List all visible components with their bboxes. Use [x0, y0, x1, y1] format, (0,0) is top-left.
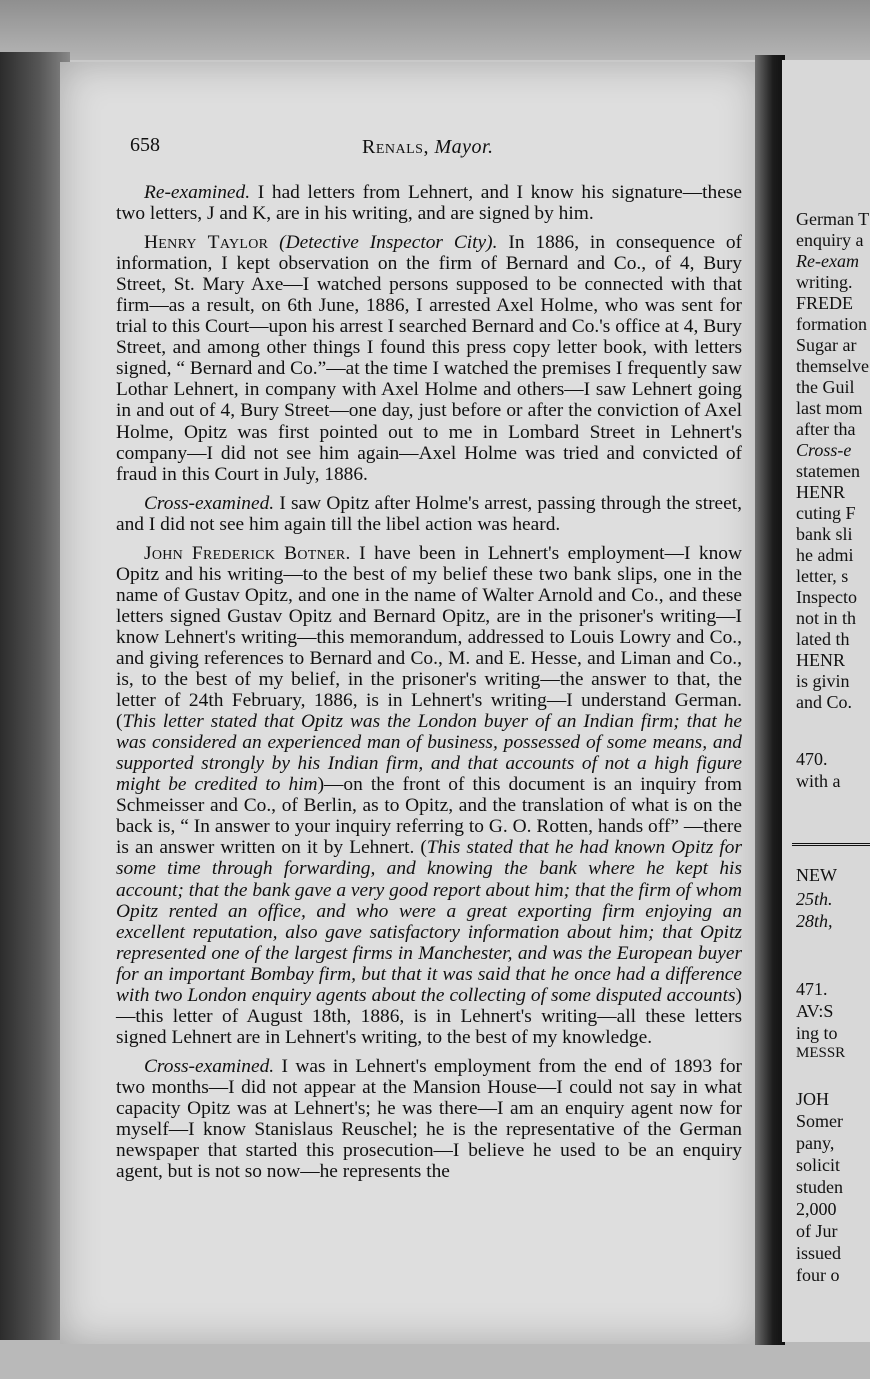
facing-rule — [792, 843, 870, 846]
facing-line: after tha — [796, 419, 856, 439]
facing-line: MESSR — [796, 1045, 846, 1061]
paragraph-cross-examined-1: Cross-examined. I saw Opitz after Holme's arrest, passing through the street, and I did not see him again till the libel action was heard. — [116, 492, 742, 535]
facing-line: Inspecto — [796, 587, 857, 607]
facing-page — [782, 60, 870, 1342]
scan-background-top — [0, 0, 870, 60]
facing-line: 28th, — [796, 911, 833, 931]
facing-line: JOH — [796, 1089, 830, 1109]
facing-line: studen — [796, 1177, 843, 1197]
book-gutter — [755, 55, 785, 1345]
facing-line: and Co. — [796, 692, 852, 712]
facing-line: German T — [796, 209, 870, 229]
facing-line: the Guil — [796, 377, 855, 397]
scan-background-bottom — [0, 1340, 870, 1379]
facing-line: writing. — [796, 272, 853, 292]
facing-line: solicit — [796, 1155, 840, 1175]
facing-line: not in th — [796, 608, 857, 628]
facing-line: FREDE — [796, 293, 854, 313]
paragraph-john-frederick-botner: John Frederick Botner. I have been in Lehnert's employment—I know Opitz and his writing—to the best of my belief these two bank slips, one in the name of Gustav Opitz, and one in the name of Walter Arnold and Co., and these letters signed Gustav Opitz and Bernard Opitz, are in the prisoner's writing—I know Lehnert's writing—this memorandum, addressed to Louis Lowry and Co., and giving references to Bernard and Co., M. and E. Hesse, and Liman and Co., is, to the best of my belief, in the prisoner's writing—the answer to that, the letter of 24th February, 1886, is in Lehnert's writing—I understand German. (This letter stated that Opitz was the London buyer of an Indian firm; that he was considered an experienced man of business, possessed of some means, and supported strongly by his Indian firm, and that accounts of not a high figure might be credited to him)—on the front of this document is an inquiry from Schmeisser and Co., of Berlin, as to Opitz, and the translation of what is on the back is, “ In answer to your inquiry referring to G. O. Rotten, hands off” —there is an answer written on it by Lehnert. (This stated that he had known Opitz for some time through forwarding, and knowing the bank where he kept his account; that the bank gave a very good report about him; that the firm of whom Opitz rented an office, and who were a great exporting firm enjoying an excellent reputation, also gave satisfactory information about him; that Opitz represented one of the largest firms in Manchester, and was the European buyer for an important Bombay firm, but that it was said that he once had a difference with two London enquiry agents about the collecting of some disputed accounts)—this letter of August 18th, 1886, is in Lehnert's writing—all these letters signed Lehnert are in Lehnert's writing, to the best of my knowledge. — [116, 542, 742, 1048]
running-title: Renals, Mayor. — [362, 136, 494, 158]
facing-line: Cross-e — [796, 440, 852, 460]
page-number: 658 — [130, 134, 160, 156]
facing-line: NEW — [796, 865, 837, 885]
facing-line: pany, — [796, 1133, 835, 1153]
paragraph-re-examined: Re-examined. I had letters from Lehnert, and I know his signature—these two letters, J and K, are in his writing, and are signed by him. — [116, 182, 742, 225]
facing-line: 471. — [796, 979, 828, 999]
witness-name: Henry Taylor — [144, 232, 269, 254]
facing-line: Re-exam — [796, 251, 859, 271]
facing-line: 470. — [796, 749, 828, 769]
facing-line: with a — [796, 771, 841, 791]
facing-line: statemen — [796, 461, 860, 481]
witness-name: John Frederick Botner. — [144, 542, 351, 564]
facing-line: four o — [796, 1265, 840, 1285]
facing-line: Somer — [796, 1111, 843, 1131]
facing-line: bank sli — [796, 524, 853, 544]
facing-line: Sugar ar — [796, 335, 857, 355]
facing-line: is givin — [796, 671, 850, 691]
facing-line: last mom — [796, 398, 863, 418]
facing-line: of Jur — [796, 1221, 838, 1241]
running-head — [130, 134, 740, 164]
facing-line: issued — [796, 1243, 841, 1263]
facing-line: themselve — [796, 356, 869, 376]
facing-line: he admi — [796, 545, 854, 565]
facing-line: formation — [796, 314, 867, 334]
paragraph-cross-examined-2: Cross-examined. I was in Lehnert's employment from the end of 1893 for two months—I did not appear at the Mansion House—I could not say in what capacity Opitz was at Lehnert's; he was there—I am an enquiry agent now for myself—I know Stanislaus Reuschel; he is the representative of the German newspaper that started this prosecution—I believe he used to be an enquiry agent, but is not so now—he represents the — [116, 1055, 742, 1183]
facing-line: 25th. — [796, 889, 833, 909]
facing-line: cuting F — [796, 503, 856, 523]
facing-line: AV:S — [796, 1001, 834, 1021]
facing-line: 2,000 — [796, 1199, 837, 1219]
facing-line: HENR — [796, 650, 845, 670]
paragraph-henry-taylor: Henry Taylor (Detective Inspector City). In 1886, in consequence of information, I kept observation on the firm of Bernard and Co., of 4, Bury Street, St. Mary Axe—I watched persons supposed to be connected with that firm—as a result, on 6th June, 1886, I arrested Axel Holme, who was sent for trial to this Court—upon his arrest I searched Bernard and Co.'s office at 4, Bury Street, and among other things I found this press copy letter book, with letters signed, “ Bernard and Co.”—at the time I watched the premises I frequently saw Lothar Lehnert, in company with Axel Holme and others—I saw Lehnert going in and out of 4, Bury Street—one day, just before or after the conviction of Axel Holme, Opitz was first pointed out to me in Lombard Street in Lehnert's company—I did not see him again—Axel Holme was tried and convicted of fraud in this Court in July, 1886. — [116, 232, 743, 485]
facing-line: lated th — [796, 629, 850, 649]
facing-line: HENR — [796, 482, 845, 502]
facing-line: enquiry a — [796, 230, 864, 250]
facing-line: ing to — [796, 1023, 838, 1043]
facing-line: letter, s — [796, 566, 849, 586]
body-text — [116, 182, 742, 1190]
